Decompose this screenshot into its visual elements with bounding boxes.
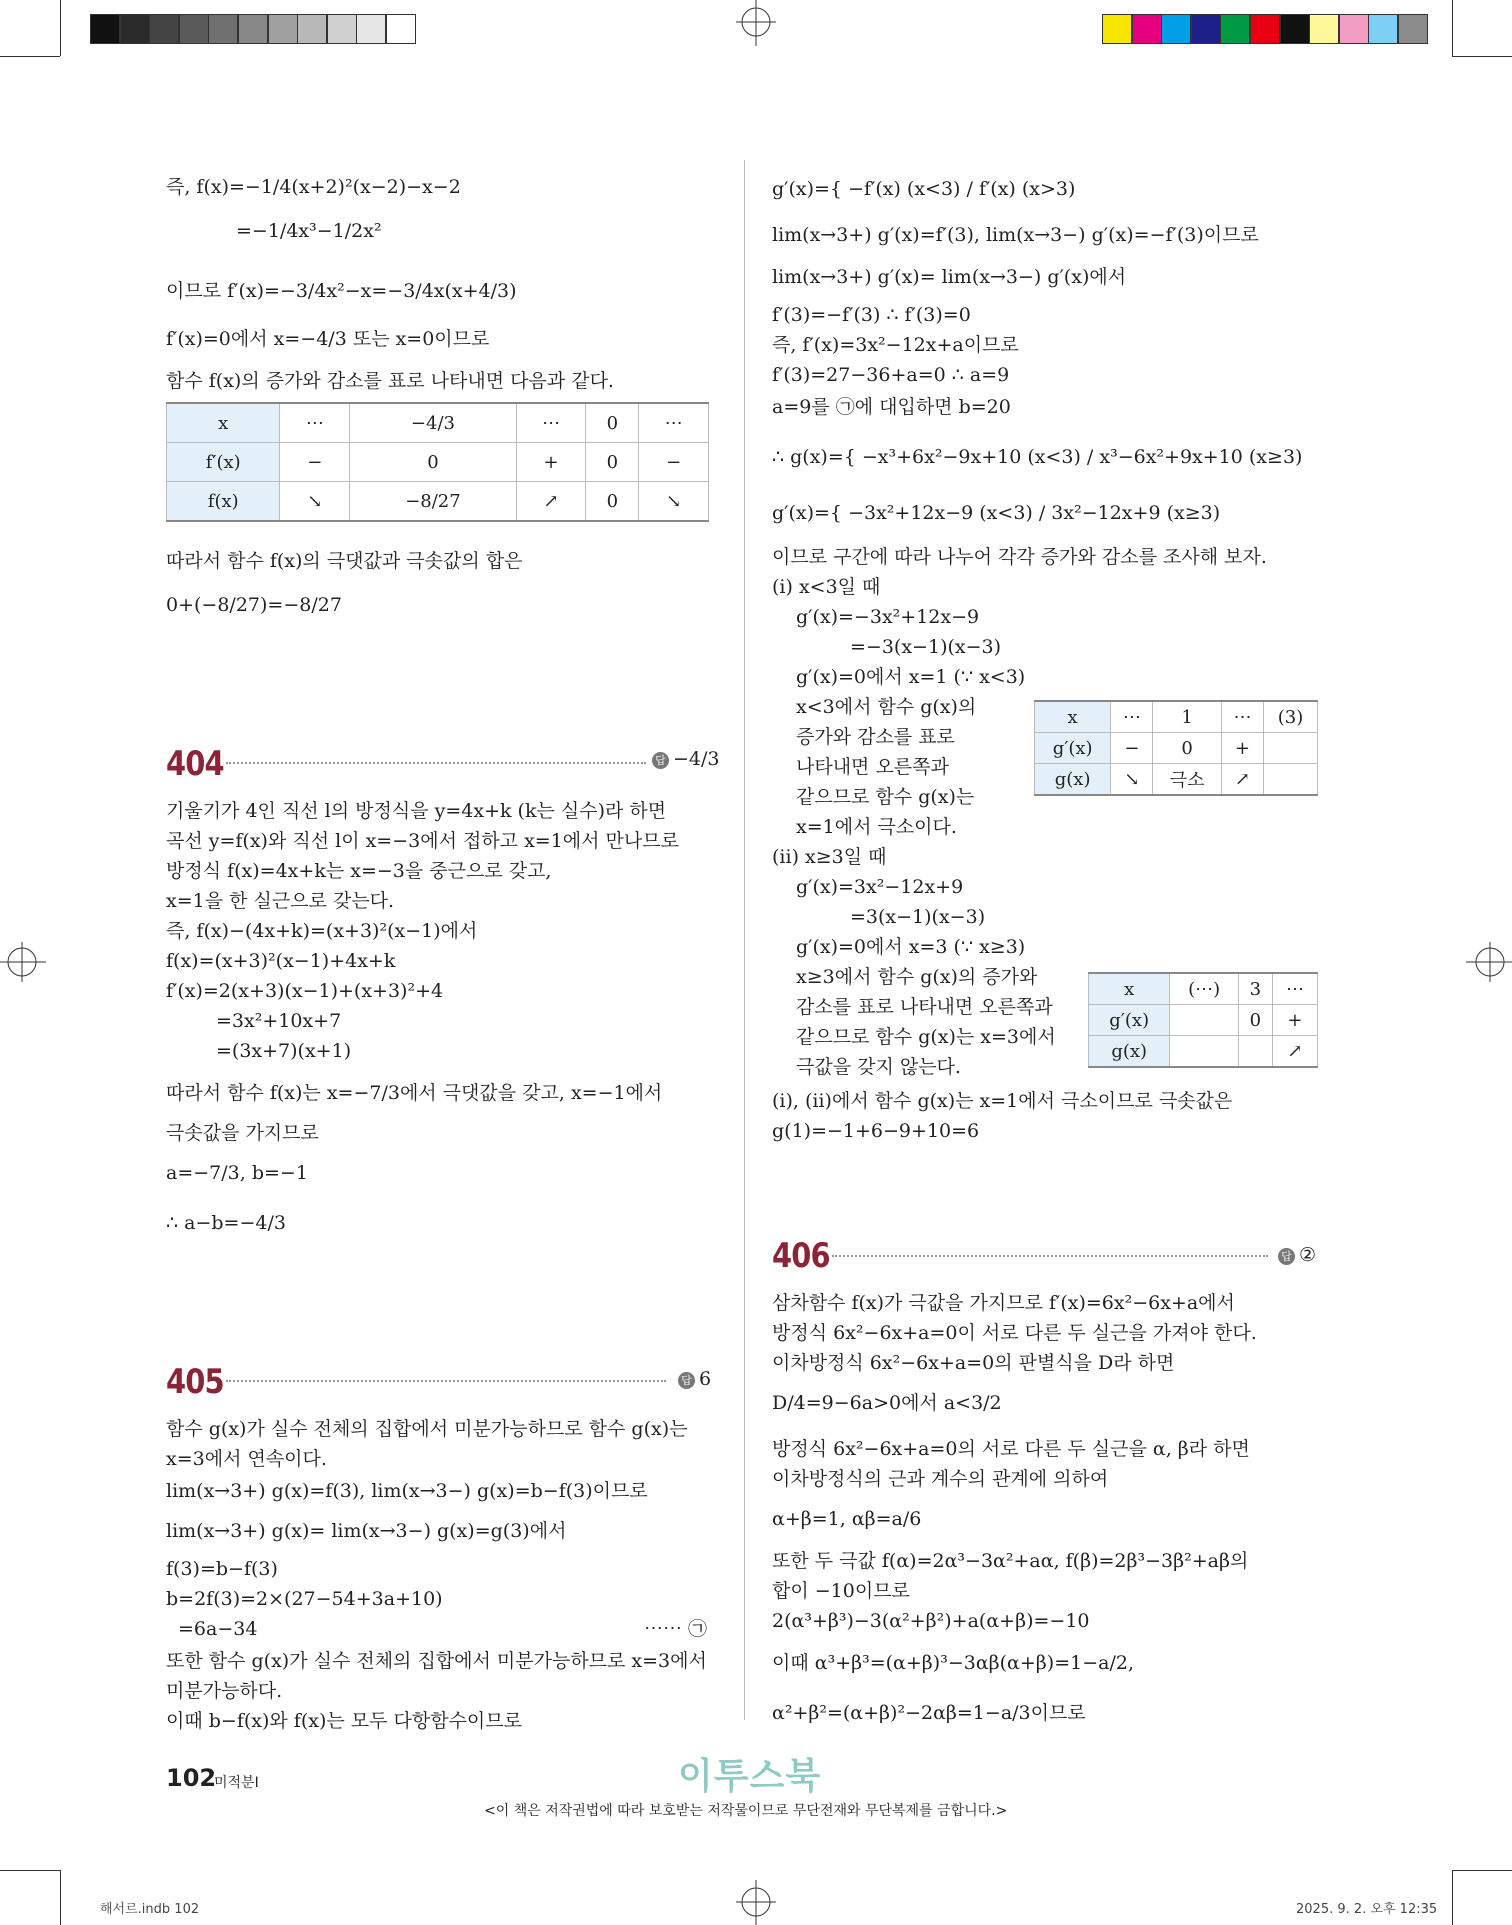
text-line: α²+β²=(α+β)²−2αβ=1−a/3이므로: [772, 1702, 1086, 1724]
color-swatch: [1339, 14, 1369, 44]
table-cell: ↘: [1111, 764, 1153, 796]
table-cell: ⋯: [516, 403, 586, 443]
text-line: =−1/4x³−1/2x²: [236, 220, 382, 242]
text-line: α+β=1, αβ=a/6: [772, 1508, 922, 1530]
text-line: g′(x)=3x²−12x+9: [796, 876, 964, 898]
table-cell: +: [1221, 733, 1263, 764]
text-line: f(x)=(x+3)²(x−1)+4x+k: [166, 950, 396, 972]
text-line: lim(x→3+) g′(x)= lim(x→3−) g′(x)에서: [772, 266, 1127, 288]
table-row: [1089, 1005, 1318, 1036]
text-line: 이차방정식 6x²−6x+a=0의 판별식을 D라 하면: [772, 1352, 1175, 1374]
answer-value: −4/3: [673, 748, 720, 770]
table-g-x-ge-3: [1088, 972, 1318, 1068]
text-line: 증가와 감소를 표로: [796, 726, 955, 748]
color-swatch: [120, 14, 150, 44]
subject-label: 미적분Ⅰ: [214, 1775, 259, 1791]
table-header-cell: x: [167, 403, 280, 443]
crop-mark: [1452, 1870, 1453, 1925]
text-line: lim(x→3+) g′(x)=f′(3), lim(x→3−) g′(x)=−f′(3)이므로: [772, 224, 1259, 246]
table-cell: +: [1272, 1005, 1317, 1036]
copyright-notice: <이 책은 저작권법에 따라 보호받는 저작물이므로 무단전재와 무단복제를 금합니다.>: [484, 1803, 1008, 1819]
text-line: f(3)=b−f(3): [166, 1558, 278, 1580]
text-line: (i) x<3일 때: [772, 576, 881, 598]
table-header-cell: x: [1089, 973, 1170, 1005]
text-line: 또한 함수 g(x)가 실수 전체의 집합에서 미분가능하므로 x=3에서: [166, 1650, 707, 1672]
text-line: 따라서 함수 f(x)는 x=−7/3에서 극댓값을 갖고, x=−1에서: [166, 1082, 663, 1104]
text-line: =3x²+10x+7: [216, 1010, 342, 1032]
table-cell: ↘: [280, 482, 350, 522]
page-number: 102: [166, 1764, 217, 1792]
color-swatch: [1132, 14, 1162, 44]
registration-mark-top: [736, 0, 776, 46]
table-row: [1089, 1036, 1318, 1068]
text-line: g′(x)=−3x²+12x−9: [796, 606, 980, 628]
text-line: x=1을 한 실근으로 갖는다.: [166, 890, 395, 912]
problem-number-405: 405: [166, 1362, 224, 1402]
table-header-cell: f(x): [167, 482, 280, 522]
table-row: [167, 443, 709, 482]
text-line: 0+(−8/27)=−8/27: [166, 594, 342, 616]
text-line: f′(3)=−f′(3) ∴ f′(3)=0: [772, 304, 971, 326]
color-swatch: [327, 14, 357, 44]
table-header-cell: f′(x): [167, 443, 280, 482]
table-cell: [1264, 764, 1318, 796]
crop-mark: [0, 1870, 60, 1871]
table-cell: [1264, 733, 1318, 764]
text-line: 나타내면 오른쪽과: [796, 756, 949, 778]
table-row: [167, 403, 709, 443]
table-cell: ↗: [1272, 1036, 1317, 1068]
text-line: (ii) x≥3일 때: [772, 846, 887, 868]
table-g-x-less-3: [1034, 700, 1318, 796]
text-line: 따라서 함수 f(x)의 극댓값과 극솟값의 합은: [166, 550, 523, 572]
table-cell: 0: [1238, 1005, 1272, 1036]
text-line: 미분가능하다.: [166, 1680, 283, 1702]
registration-mark-right: [1466, 942, 1512, 982]
text-line: 이므로 f′(x)=−3/4x²−x=−3/4x(x+4/3): [166, 280, 517, 302]
text-line: 이때 α³+β³=(α+β)³−3αβ(α+β)=1−a/2,: [772, 1652, 1134, 1674]
text-line: g(1)=−1+6−9+10=6: [772, 1120, 980, 1142]
text-line: g′(x)={ −3x²+12x−9 (x<3) / 3x²−12x+9 (x≥3): [772, 502, 1221, 524]
color-swatch: [90, 14, 120, 44]
table-cell: 0: [586, 443, 639, 482]
crop-mark: [0, 56, 60, 57]
color-swatch: [1161, 14, 1191, 44]
table-cell: −: [1111, 733, 1153, 764]
color-swatch: [1220, 14, 1250, 44]
table-cell: ⋯: [639, 403, 709, 443]
answer-badge-icon: 답: [678, 1372, 695, 1389]
color-swatch: [149, 14, 179, 44]
text-line: =(3x+7)(x+1): [216, 1040, 352, 1062]
text-line: g′(x)={ −f′(x) (x<3) / f′(x) (x>3): [772, 178, 1076, 200]
color-swatch: [386, 14, 416, 44]
text-line: 즉, f(x)=−1/4(x+2)²(x−2)−x−2: [166, 176, 461, 198]
text-line: 합이 −10이므로: [772, 1580, 910, 1602]
text-line: b=2f(3)=2×(27−54+3a+10): [166, 1588, 443, 1610]
table-row: [1035, 733, 1318, 764]
answer-badge-icon: 답: [652, 752, 669, 769]
answer-value: ②: [1299, 1244, 1317, 1266]
table-cell: −: [280, 443, 350, 482]
text-line: g′(x)=0에서 x=3 (∵ x≥3): [796, 936, 1026, 958]
table-cell: 극소: [1153, 764, 1221, 796]
text-line: =6a−34: [178, 1618, 258, 1640]
text-line: a=−7/3, b=−1: [166, 1162, 308, 1184]
table-cell: [1170, 1005, 1238, 1036]
text-line: f′(x)=2(x+3)(x−1)+(x+3)²+4: [166, 980, 444, 1002]
crop-mark: [1452, 0, 1453, 56]
text-line: 방정식 6x²−6x+a=0의 서로 다른 두 실근을 α, β라 하면: [772, 1438, 1250, 1460]
text-line: 방정식 f(x)=4x+k는 x=−3을 중근으로 갖고,: [166, 860, 552, 882]
table-cell: (⋯): [1170, 973, 1238, 1005]
text-line: 삼차함수 f(x)가 극값을 가지므로 f′(x)=6x²−6x+a에서: [772, 1292, 1235, 1314]
crop-mark: [1452, 56, 1512, 57]
text-line: 이때 b−f(x)와 f(x)는 모두 다항함수이므로: [166, 1710, 522, 1732]
table-cell: [1238, 1036, 1272, 1068]
text-line: (i), (ii)에서 함수 g(x)는 x=1에서 극소이므로 극솟값은: [772, 1090, 1233, 1112]
registration-mark-left: [0, 942, 46, 982]
table-row: [1089, 973, 1318, 1005]
table-cell: [1170, 1036, 1238, 1068]
table-row: [167, 482, 709, 522]
text-line: a=9를 ㉠에 대입하면 b=20: [772, 396, 1011, 418]
answer-406: [1278, 1244, 1316, 1266]
answer-405: [678, 1368, 711, 1390]
text-line: 즉, f(x)−(4x+k)=(x+3)²(x−1)에서: [166, 920, 478, 942]
table-cell: −8/27: [350, 482, 517, 522]
answer-value: 6: [699, 1368, 712, 1390]
text-line: 즉, f′(x)=3x²−12x+a이므로: [772, 334, 1019, 356]
text-line: =3(x−1)(x−3): [850, 906, 986, 928]
table-f-increase-decrease: [166, 402, 709, 522]
table-cell: ⋯: [1221, 701, 1263, 733]
crop-mark: [60, 0, 61, 56]
table-cell: −: [639, 443, 709, 482]
text-line: 이므로 구간에 따라 나누어 각각 증가와 감소를 조사해 보자.: [772, 546, 1267, 568]
text-line: 2(α³+β³)−3(α²+β²)+a(α+β)=−10: [772, 1610, 1090, 1632]
registration-mark-bottom: [736, 1880, 776, 1925]
table-cell: 1: [1153, 701, 1221, 733]
text-line: x<3에서 함수 g(x)의: [796, 696, 977, 718]
text-line: g′(x)=0에서 x=1 (∵ x<3): [796, 666, 1026, 688]
text-line: x=3에서 연속이다.: [166, 1448, 327, 1470]
leader-dots: [226, 762, 646, 764]
table-cell: ⋯: [1272, 973, 1317, 1005]
crop-mark: [60, 1870, 61, 1925]
color-swatch: [1280, 14, 1310, 44]
color-swatch: [179, 14, 209, 44]
text-line: 극값을 갖지 않는다.: [796, 1056, 961, 1078]
table-cell: 0: [350, 443, 517, 482]
answer-404: [652, 748, 720, 770]
color-swatch: [356, 14, 386, 44]
color-swatch: [238, 14, 268, 44]
color-swatch: [1102, 14, 1132, 44]
table-header-cell: g′(x): [1035, 733, 1111, 764]
watermark: 이투스북: [678, 1756, 822, 1797]
column-divider: [744, 160, 745, 1720]
text-line: ∴ g(x)={ −x³+6x²−9x+10 (x<3) / x³−6x²+9x+10 (x≥3): [772, 446, 1303, 468]
text-line: 기울기가 4인 직선 l의 방정식을 y=4x+k (k는 실수)라 하면: [166, 800, 667, 822]
answer-badge-icon: 답: [1278, 1248, 1295, 1265]
color-swatch: [1398, 14, 1428, 44]
text-line: 함수 g(x)가 실수 전체의 집합에서 미분가능하므로 함수 g(x)는: [166, 1418, 688, 1440]
table-header-cell: g(x): [1035, 764, 1111, 796]
table-cell: 0: [586, 482, 639, 522]
text-line: 곡선 y=f(x)와 직선 l이 x=−3에서 접하고 x=1에서 만나므로: [166, 830, 679, 852]
table-cell: 0: [586, 403, 639, 443]
text-line: x≥3에서 함수 g(x)의 증가와: [796, 966, 1038, 988]
color-swatch: [1250, 14, 1280, 44]
text-line: =−3(x−1)(x−3): [850, 636, 1002, 658]
table-cell: 3: [1238, 973, 1272, 1005]
text-line: 같으므로 함수 g(x)는: [796, 786, 975, 808]
table-cell: ⋯: [1111, 701, 1153, 733]
table-cell: ↘: [639, 482, 709, 522]
text-line: 이차방정식의 근과 계수의 관계에 의하여: [772, 1468, 1109, 1490]
text-line: x=1에서 극소이다.: [796, 816, 957, 838]
text-line: 감소를 표로 나타내면 오른쪽과: [796, 996, 1053, 1018]
table-cell: 0: [1153, 733, 1221, 764]
table-cell: ↗: [1221, 764, 1263, 796]
color-swatch: [208, 14, 238, 44]
table-cell: +: [516, 443, 586, 482]
text-line: lim(x→3+) g(x)= lim(x→3−) g(x)=g(3)에서: [166, 1520, 567, 1542]
color-swatch: [1368, 14, 1398, 44]
table-cell: −4/3: [350, 403, 517, 443]
table-header-cell: x: [1035, 701, 1111, 733]
crop-mark: [1452, 1870, 1512, 1871]
text-line: 또한 두 극값 f(α)=2α³−3α²+aα, f(β)=2β³−3β²+aβ의: [772, 1550, 1249, 1572]
color-swatch: [297, 14, 327, 44]
color-swatch: [1309, 14, 1339, 44]
table-row: [1035, 701, 1318, 733]
text-line: f′(x)=0에서 x=−4/3 또는 x=0이므로: [166, 328, 490, 350]
table-cell: ↗: [516, 482, 586, 522]
file-label: 해서르.indb 102: [100, 1902, 200, 1917]
color-swatch: [268, 14, 298, 44]
problem-number-404: 404: [166, 744, 224, 784]
leader-dots: [226, 1380, 666, 1382]
equation-mark: ⋯⋯ ㉠: [644, 1618, 708, 1640]
problem-number-406: 406: [772, 1236, 830, 1276]
text-line: f′(3)=27−36+a=0 ∴ a=9: [772, 364, 1010, 386]
table-row: [1035, 764, 1318, 796]
text-line: ∴ a−b=−4/3: [166, 1212, 286, 1234]
text-line: 방정식 6x²−6x+a=0이 서로 다른 두 실근을 가져야 한다.: [772, 1322, 1257, 1344]
text-line: 극솟값을 가지므로: [166, 1122, 319, 1144]
text-line: 함수 f(x)의 증가와 감소를 표로 나타내면 다음과 같다.: [166, 370, 614, 392]
color-swatch: [1191, 14, 1221, 44]
table-header-cell: g′(x): [1089, 1005, 1170, 1036]
table-header-cell: g(x): [1089, 1036, 1170, 1068]
leader-dots: [832, 1255, 1268, 1257]
table-cell: (3): [1264, 701, 1318, 733]
print-date: 2025. 9. 2. 오후 12:35: [1296, 1902, 1438, 1917]
text-line: D/4=9−6a>0에서 a<3/2: [772, 1392, 1002, 1414]
text-line: lim(x→3+) g(x)=f(3), lim(x→3−) g(x)=b−f(3)이므로: [166, 1480, 648, 1502]
text-line: 같으므로 함수 g(x)는 x=3에서: [796, 1026, 1056, 1048]
table-cell: ⋯: [280, 403, 350, 443]
